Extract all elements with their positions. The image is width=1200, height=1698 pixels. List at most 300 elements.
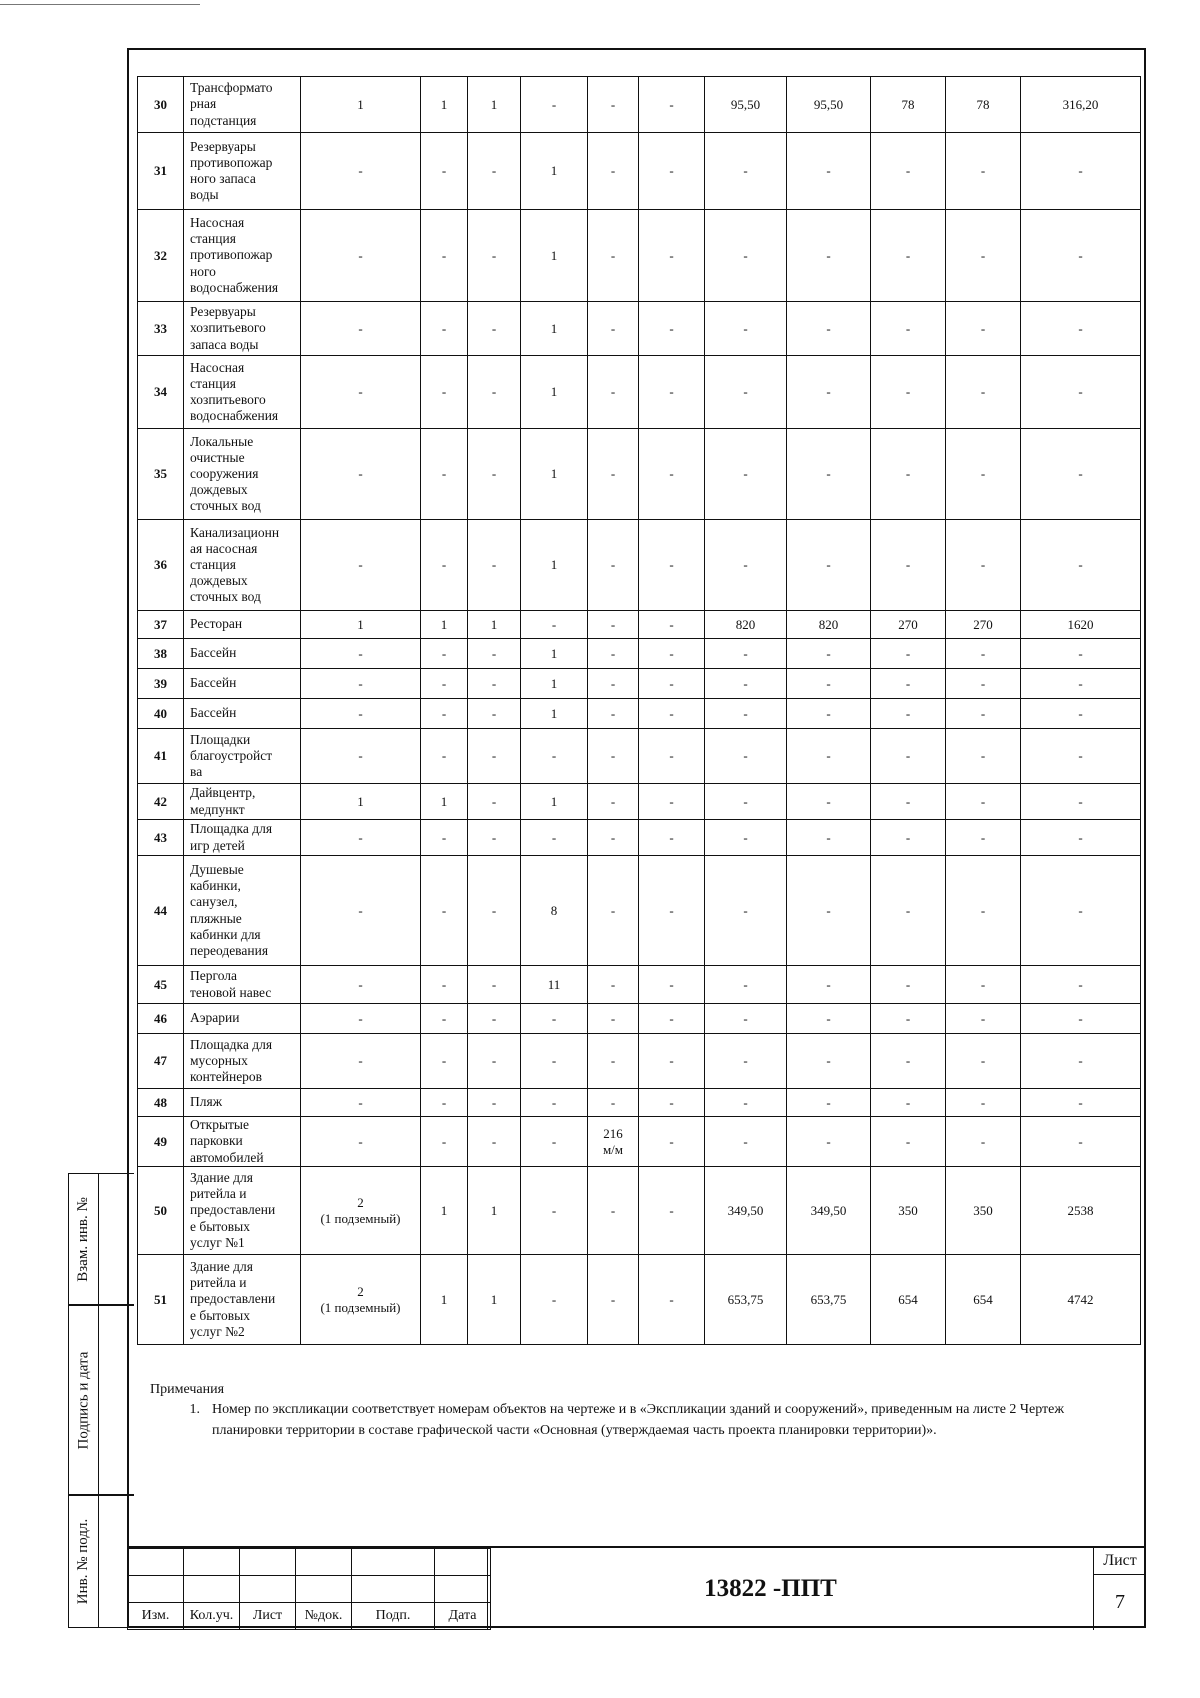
table-row — [138, 699, 1141, 729]
side-label-podpis: Подпись и дата — [75, 1351, 92, 1449]
table-row — [138, 639, 1141, 669]
table-cell: - — [946, 856, 1021, 966]
table-cell: - — [588, 77, 639, 133]
table-cell: 654 — [946, 1255, 1021, 1345]
table-cell: - — [946, 784, 1021, 820]
table-cell: - — [787, 302, 871, 356]
object-name: Открытые парковки автомобилей — [184, 1117, 301, 1167]
table-cell: - — [468, 133, 521, 210]
table-cell: - — [1021, 302, 1141, 356]
title-block — [127, 1546, 1146, 1630]
table-cell: - — [1021, 639, 1141, 669]
table-cell: - — [468, 820, 521, 856]
table-cell: - — [946, 520, 1021, 611]
table-cell: - — [521, 1167, 588, 1255]
object-name: Бассейн — [184, 639, 301, 669]
table-cell: - — [705, 729, 787, 784]
table-cell: - — [787, 729, 871, 784]
row-number: 36 — [138, 520, 184, 611]
table-cell: - — [871, 729, 946, 784]
row-number: 42 — [138, 784, 184, 820]
stamp-header-list: Лист — [240, 1603, 296, 1630]
table-cell: - — [705, 784, 787, 820]
table-cell: - — [639, 1089, 705, 1117]
table-cell: - — [588, 729, 639, 784]
table-cell: - — [468, 856, 521, 966]
table-cell: 1 — [521, 133, 588, 210]
table-cell: 654 — [871, 1255, 946, 1345]
table-cell: 1 — [421, 1167, 468, 1255]
table-row — [138, 429, 1141, 520]
table-cell: 11 — [521, 966, 588, 1004]
table-cell: - — [871, 1004, 946, 1034]
table-cell: - — [588, 1167, 639, 1255]
table-cell: - — [705, 429, 787, 520]
table-cell: - — [468, 1004, 521, 1034]
object-name: Резервуары противопожар ного запаса воды — [184, 133, 301, 210]
table-cell: 1 — [301, 611, 421, 639]
table-cell: 1 — [421, 77, 468, 133]
table-cell: - — [639, 820, 705, 856]
table-cell: - — [1021, 729, 1141, 784]
table-cell: - — [1021, 1034, 1141, 1089]
object-name: Ресторан — [184, 611, 301, 639]
table-cell: 1 — [521, 784, 588, 820]
table-cell: - — [787, 856, 871, 966]
table-cell: - — [421, 429, 468, 520]
table-cell: - — [421, 966, 468, 1004]
table-cell: 270 — [871, 611, 946, 639]
table-cell: - — [301, 1034, 421, 1089]
table-cell: - — [301, 356, 421, 429]
stamp-header-izm: Изм. — [128, 1603, 184, 1630]
table-cell: - — [871, 1089, 946, 1117]
table-row — [138, 133, 1141, 210]
table-cell: - — [787, 1089, 871, 1117]
table-cell: 1 — [421, 611, 468, 639]
table-cell: - — [1021, 820, 1141, 856]
table-cell: - — [946, 966, 1021, 1004]
table-row — [138, 784, 1141, 820]
table-cell: - — [588, 820, 639, 856]
table-cell: 1 — [521, 699, 588, 729]
table-cell: - — [1021, 133, 1141, 210]
row-number: 49 — [138, 1117, 184, 1167]
table-cell: - — [468, 669, 521, 699]
table-cell: 216 м/м — [588, 1117, 639, 1167]
table-cell: - — [705, 1117, 787, 1167]
table-cell: 4742 — [1021, 1255, 1141, 1345]
table-cell: - — [639, 699, 705, 729]
row-number: 39 — [138, 669, 184, 699]
table-cell: - — [871, 302, 946, 356]
table-cell: - — [521, 1034, 588, 1089]
table-cell: - — [1021, 669, 1141, 699]
object-name: Здание для ритейла и предоставлени е бытовых услуг №1 — [184, 1167, 301, 1255]
stamp-grid — [127, 1548, 491, 1630]
table-row — [138, 1117, 1141, 1167]
table-cell: - — [521, 1004, 588, 1034]
table-cell: - — [946, 1004, 1021, 1034]
table-cell: 1 — [468, 611, 521, 639]
object-name: Душевые кабинки, санузел, пляжные кабинки для переодевания — [184, 856, 301, 966]
row-number: 35 — [138, 429, 184, 520]
table-cell: - — [588, 1089, 639, 1117]
table-cell: - — [468, 302, 521, 356]
table-cell: - — [301, 639, 421, 669]
sheet-label: Лист — [1094, 1548, 1146, 1575]
sheet-number: 7 — [1115, 1591, 1125, 1613]
table-cell: 1 — [421, 1255, 468, 1345]
table-cell: - — [301, 429, 421, 520]
table-cell: - — [705, 856, 787, 966]
table-cell: - — [946, 429, 1021, 520]
top-rule — [0, 4, 200, 5]
table-cell: - — [468, 784, 521, 820]
table-cell: 95,50 — [787, 77, 871, 133]
table-cell: - — [705, 133, 787, 210]
table-cell: - — [521, 1089, 588, 1117]
table-cell: - — [468, 699, 521, 729]
table-cell: - — [588, 611, 639, 639]
table-cell: - — [421, 1034, 468, 1089]
table-cell: - — [787, 210, 871, 302]
table-cell: - — [871, 699, 946, 729]
table-row — [138, 1167, 1141, 1255]
object-name: Трансформато рная подстанция — [184, 77, 301, 133]
table-cell: - — [639, 520, 705, 611]
table-row — [138, 820, 1141, 856]
table-cell: - — [1021, 1089, 1141, 1117]
table-cell: 1 — [521, 210, 588, 302]
table-cell: - — [639, 639, 705, 669]
table-cell: 1 — [521, 669, 588, 699]
table-cell: - — [301, 856, 421, 966]
table-cell: - — [946, 729, 1021, 784]
table-cell: - — [946, 1034, 1021, 1089]
table-cell: - — [705, 356, 787, 429]
stamp-header-kolich: Кол.уч. — [184, 1603, 240, 1630]
table-cell: - — [421, 210, 468, 302]
row-number: 43 — [138, 820, 184, 856]
table-cell: - — [639, 729, 705, 784]
table-row — [138, 520, 1141, 611]
table-cell: - — [639, 1255, 705, 1345]
table-cell: - — [871, 820, 946, 856]
table-cell: - — [639, 611, 705, 639]
table-row — [138, 356, 1141, 429]
row-number: 50 — [138, 1167, 184, 1255]
table-cell: - — [468, 729, 521, 784]
table-cell: - — [787, 784, 871, 820]
table-cell: - — [588, 1004, 639, 1034]
table-cell: - — [301, 1089, 421, 1117]
table-cell: - — [421, 302, 468, 356]
side-vzam — [68, 1173, 134, 1305]
table-cell: - — [871, 669, 946, 699]
table-cell: - — [946, 1117, 1021, 1167]
table-cell: - — [705, 210, 787, 302]
note-text: Номер по экспликации соответствует номерам объектов на чертеже и в «Экспликации зданий и сооружений», приведенным на листе 2 Чертеж планировки территории в составе графической части «Основная (утверждаемая часть проекта планировки территории)». — [212, 1402, 1065, 1438]
table-cell: - — [946, 302, 1021, 356]
object-name: Бассейн — [184, 699, 301, 729]
table-cell: - — [871, 429, 946, 520]
table-cell: - — [468, 356, 521, 429]
stamp-header-data: Дата — [435, 1603, 491, 1630]
table-cell: - — [787, 639, 871, 669]
table-cell: 1 — [468, 77, 521, 133]
table-cell: 1620 — [1021, 611, 1141, 639]
stamp-header-ndok: №док. — [296, 1603, 352, 1630]
table-cell: 350 — [871, 1167, 946, 1255]
table-cell: - — [301, 820, 421, 856]
table-cell: 1 — [521, 429, 588, 520]
table-cell: - — [588, 302, 639, 356]
table-row — [138, 611, 1141, 639]
note-index: 1. — [189, 1402, 200, 1418]
table-cell: - — [871, 1117, 946, 1167]
table-row — [138, 1004, 1141, 1034]
table-cell: - — [705, 699, 787, 729]
table-cell: - — [639, 210, 705, 302]
row-number: 38 — [138, 639, 184, 669]
explication-table — [137, 76, 1141, 1345]
table-row — [138, 1089, 1141, 1117]
table-cell: - — [301, 729, 421, 784]
table-cell: - — [421, 1089, 468, 1117]
table-cell: - — [588, 1034, 639, 1089]
table-cell: - — [639, 856, 705, 966]
table-cell: - — [871, 1034, 946, 1089]
table-cell: 349,50 — [705, 1167, 787, 1255]
object-name: Пляж — [184, 1089, 301, 1117]
row-number: 40 — [138, 699, 184, 729]
table-row — [138, 856, 1141, 966]
table-cell: - — [588, 639, 639, 669]
row-number: 51 — [138, 1255, 184, 1345]
table-cell: - — [787, 429, 871, 520]
table-cell: - — [639, 1004, 705, 1034]
table-cell: - — [301, 966, 421, 1004]
table-cell: 350 — [946, 1167, 1021, 1255]
table-row — [138, 77, 1141, 133]
table-cell: - — [705, 639, 787, 669]
table-cell: 95,50 — [705, 77, 787, 133]
table-cell: 653,75 — [705, 1255, 787, 1345]
table-cell: 8 — [521, 856, 588, 966]
table-cell: 78 — [946, 77, 1021, 133]
table-cell: - — [787, 699, 871, 729]
table-cell: - — [421, 520, 468, 611]
table-cell: - — [468, 1117, 521, 1167]
table-cell: - — [588, 520, 639, 611]
table-cell: - — [301, 302, 421, 356]
table-cell: - — [946, 210, 1021, 302]
table-cell: 820 — [787, 611, 871, 639]
table-cell: 316,20 — [1021, 77, 1141, 133]
table-cell: - — [705, 1089, 787, 1117]
row-number: 46 — [138, 1004, 184, 1034]
table-cell: - — [588, 784, 639, 820]
table-cell: - — [468, 429, 521, 520]
table-cell: 1 — [301, 77, 421, 133]
table-cell: - — [588, 429, 639, 520]
table-cell: - — [521, 1255, 588, 1345]
object-name: Резервуары хозпитьевого запаса воды — [184, 302, 301, 356]
table-cell: - — [421, 699, 468, 729]
row-number: 41 — [138, 729, 184, 784]
side-label-vzam: Взам. инв. № — [75, 1196, 91, 1282]
table-cell: 1 — [521, 520, 588, 611]
object-name: Дайвцентр, медпункт — [184, 784, 301, 820]
table-cell: - — [787, 520, 871, 611]
table-cell: - — [871, 133, 946, 210]
table-cell: - — [1021, 356, 1141, 429]
table-cell: - — [301, 210, 421, 302]
table-cell: - — [421, 856, 468, 966]
table-cell: - — [521, 729, 588, 784]
table-cell: - — [468, 966, 521, 1004]
table-cell: - — [705, 966, 787, 1004]
table-cell: 1 — [301, 784, 421, 820]
table-cell: - — [468, 520, 521, 611]
table-cell: - — [639, 133, 705, 210]
table-cell: - — [1021, 699, 1141, 729]
table-cell: - — [421, 133, 468, 210]
table-cell: - — [421, 1117, 468, 1167]
table-cell: - — [301, 1004, 421, 1034]
table-cell: - — [588, 356, 639, 429]
table-cell: 2538 — [1021, 1167, 1141, 1255]
row-number: 34 — [138, 356, 184, 429]
table-cell: - — [639, 966, 705, 1004]
table-cell: 1 — [468, 1255, 521, 1345]
table-cell: - — [588, 669, 639, 699]
table-cell: - — [588, 856, 639, 966]
table-cell: 270 — [946, 611, 1021, 639]
table-cell: - — [1021, 1117, 1141, 1167]
table-cell: - — [705, 1034, 787, 1089]
table-cell: - — [946, 356, 1021, 429]
object-name: Здание для ритейла и предоставлени е бытовых услуг №2 — [184, 1255, 301, 1345]
stamp-header-podp: Подп. — [352, 1603, 435, 1630]
table-cell: - — [946, 1089, 1021, 1117]
object-name: Насосная станция противопожар ного водоснабжения — [184, 210, 301, 302]
table-cell: - — [421, 669, 468, 699]
table-cell: - — [639, 1167, 705, 1255]
table-cell: - — [421, 1004, 468, 1034]
table-cell: - — [1021, 520, 1141, 611]
table-cell: - — [787, 1034, 871, 1089]
table-cell: 820 — [705, 611, 787, 639]
table-row — [138, 210, 1141, 302]
table-cell: - — [639, 784, 705, 820]
table-cell: - — [639, 77, 705, 133]
table-cell: - — [421, 639, 468, 669]
side-inv — [68, 1495, 134, 1628]
table-cell: - — [301, 1117, 421, 1167]
table-cell: - — [787, 356, 871, 429]
document-code: 13822 -ППТ — [487, 1548, 1053, 1630]
row-number: 48 — [138, 1089, 184, 1117]
object-name: Бассейн — [184, 669, 301, 699]
table-cell: - — [639, 356, 705, 429]
object-name: Насосная станция хозпитьевого водоснабжения — [184, 356, 301, 429]
table-cell: 1 — [521, 302, 588, 356]
row-number: 44 — [138, 856, 184, 966]
table-cell: - — [705, 1004, 787, 1034]
table-cell: 349,50 — [787, 1167, 871, 1255]
table-cell: - — [705, 669, 787, 699]
table-cell: - — [521, 1117, 588, 1167]
table-cell: - — [521, 77, 588, 133]
row-number: 37 — [138, 611, 184, 639]
table-cell: - — [871, 639, 946, 669]
table-cell: - — [421, 729, 468, 784]
table-cell: - — [946, 133, 1021, 210]
table-cell: - — [946, 639, 1021, 669]
table-cell: 1 — [421, 784, 468, 820]
table-cell: - — [639, 429, 705, 520]
table-cell: 2 (1 подземный) — [301, 1167, 421, 1255]
row-number: 45 — [138, 966, 184, 1004]
table-cell: - — [871, 856, 946, 966]
table-cell: - — [787, 1004, 871, 1034]
object-name: Пергола теновой навес — [184, 966, 301, 1004]
table-cell: - — [521, 611, 588, 639]
table-cell: - — [871, 210, 946, 302]
table-cell: - — [871, 966, 946, 1004]
table-cell: - — [588, 699, 639, 729]
row-number: 31 — [138, 133, 184, 210]
table-row — [138, 302, 1141, 356]
sheet-box — [1093, 1548, 1146, 1630]
table-cell: 1 — [468, 1167, 521, 1255]
object-name: Площадка для игр детей — [184, 820, 301, 856]
table-cell: - — [946, 699, 1021, 729]
table-cell: 653,75 — [787, 1255, 871, 1345]
table-cell: - — [588, 1255, 639, 1345]
table-cell: - — [946, 820, 1021, 856]
table-cell: - — [639, 302, 705, 356]
table-cell: 78 — [871, 77, 946, 133]
table-cell: - — [787, 1117, 871, 1167]
table-cell: - — [705, 302, 787, 356]
table-cell: - — [787, 669, 871, 699]
table-cell: - — [946, 669, 1021, 699]
table-cell: - — [639, 669, 705, 699]
table-cell: - — [301, 520, 421, 611]
object-name: Локальные очистные сооружения дождевых сточных вод — [184, 429, 301, 520]
row-number: 47 — [138, 1034, 184, 1089]
table-cell: - — [787, 820, 871, 856]
note-item — [150, 1400, 1130, 1441]
object-name: Аэрарии — [184, 1004, 301, 1034]
side-podpis — [68, 1305, 134, 1495]
table-cell: - — [705, 820, 787, 856]
table-cell: - — [1021, 966, 1141, 1004]
table-cell: - — [301, 133, 421, 210]
table-cell: - — [1021, 210, 1141, 302]
table-cell: - — [705, 520, 787, 611]
table-cell: - — [468, 1089, 521, 1117]
table-cell: - — [301, 699, 421, 729]
table-cell: 1 — [521, 639, 588, 669]
object-name: Площадки благоустройст ва — [184, 729, 301, 784]
table-cell: - — [1021, 784, 1141, 820]
table-cell: - — [421, 820, 468, 856]
table-cell: - — [588, 966, 639, 1004]
